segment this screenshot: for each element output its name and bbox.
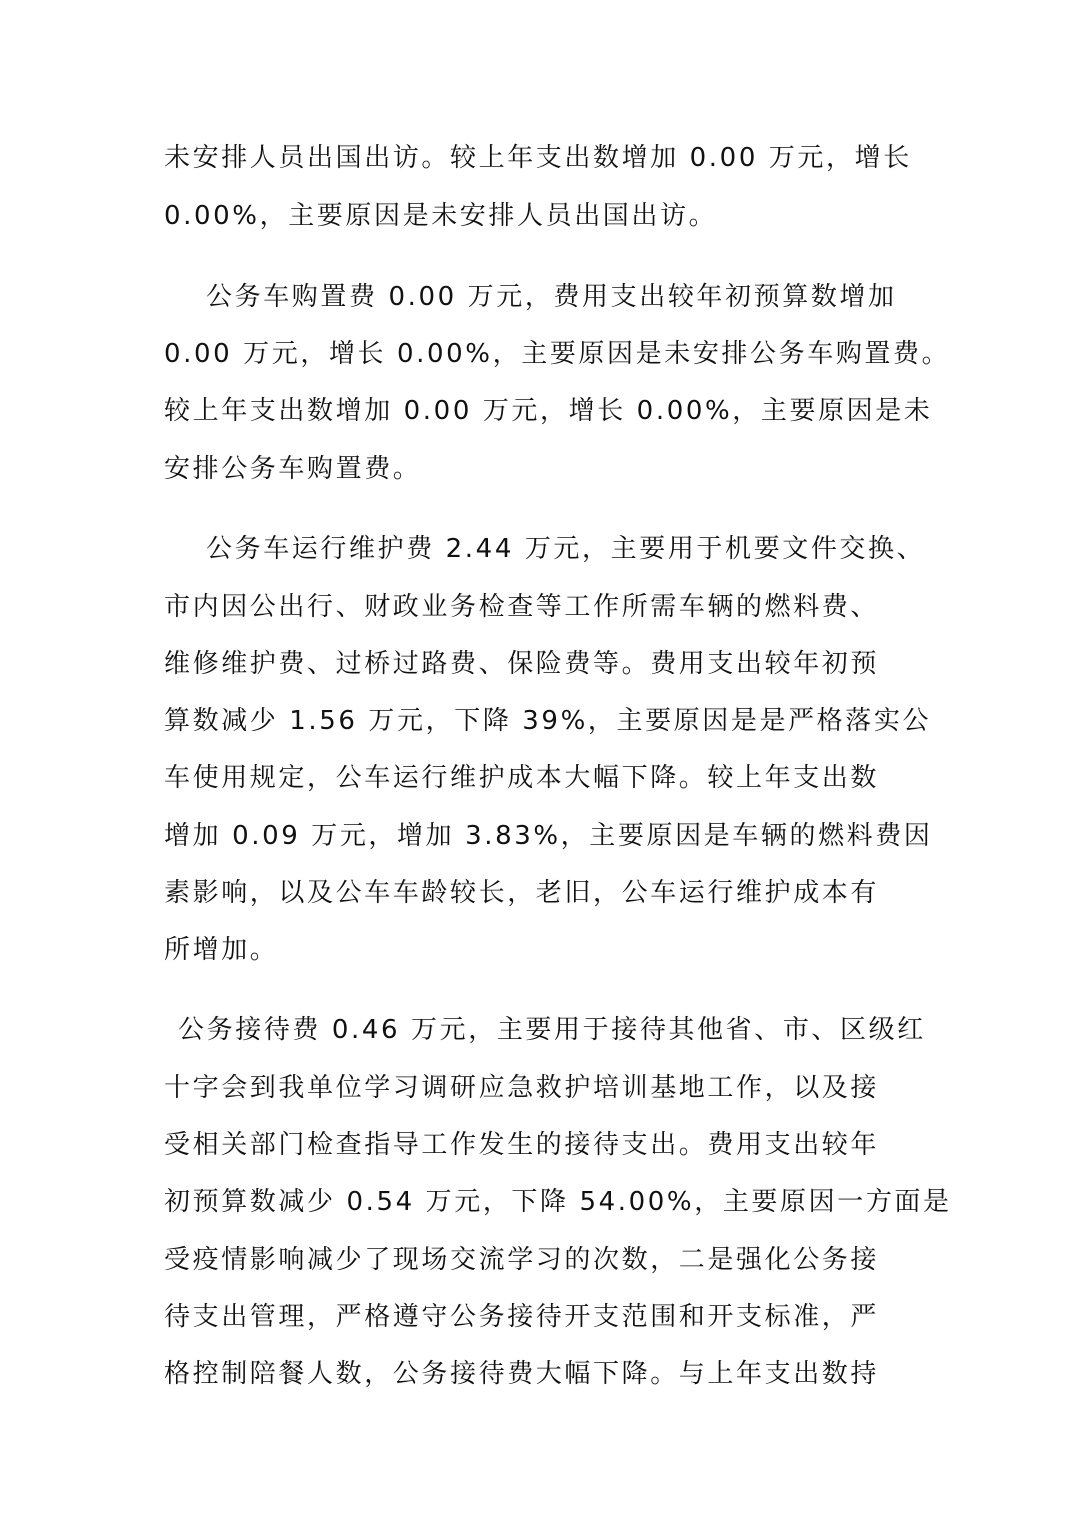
paragraph-line: 0.00 万元，增长 0.00%，主要原因是未安排公务车购置费。 xyxy=(164,339,951,369)
paragraph-line: 受相关部门检查指导工作发生的接待支出。费用支出较年 xyxy=(164,1130,880,1160)
paragraph-line: 素影响，以及公车车龄较长，老旧，公车运行维护成本有 xyxy=(164,878,880,908)
paragraph-line: 十字会到我单位学习调研应急救护培训基地工作，以及接 xyxy=(164,1073,880,1103)
paragraph-line: 市内因公出行、财政业务检查等工作所需车辆的燃料费、 xyxy=(164,592,880,622)
paragraph-line: 安排公务车购置费。 xyxy=(164,454,422,484)
paragraph-line: 维修维护费、过桥过路费、保险费等。费用支出较年初预 xyxy=(164,649,880,679)
paragraph-line: 初预算数减少 0.54 万元，下降 54.00%，主要原因一方面是 xyxy=(164,1187,952,1217)
paragraph-line: 车使用规定，公车运行维护成本大幅下降。较上年支出数 xyxy=(164,763,880,793)
paragraph-line: 0.00%，主要原因是未安排人员出国出访。 xyxy=(164,201,718,231)
paragraph-line: 格控制陪餐人数，公务接待费大幅下降。与上年支出数持 xyxy=(164,1359,880,1389)
paragraph-line: 待支出管理，严格遵守公务接待开支范围和开支标准，严 xyxy=(164,1302,880,1332)
paragraph-line: 公务接待费 0.46 万元，主要用于接待其他省、市、区级红 xyxy=(178,1015,926,1045)
paragraph-line: 未安排人员出国出访。较上年支出数增加 0.00 万元，增长 xyxy=(164,143,912,173)
paragraph-line: 公务车运行维护费 2.44 万元，主要用于机要文件交换、 xyxy=(206,534,926,564)
paragraph-line: 公务车购置费 0.00 万元，费用支出较年初预算数增加 xyxy=(206,282,897,312)
paragraph-line: 受疫情影响减少了现场交流学习的次数，二是强化公务接 xyxy=(164,1245,880,1275)
paragraph-line: 增加 0.09 万元，增加 3.83%，主要原因是车辆的燃料费因 xyxy=(164,821,933,851)
paragraph-line: 算数减少 1.56 万元，下降 39%，主要原因是是严格落实公 xyxy=(164,706,932,736)
paragraph-line: 较上年支出数增加 0.00 万元，增长 0.00%，主要原因是未 xyxy=(164,396,933,426)
paragraph-line: 所增加。 xyxy=(164,935,279,965)
